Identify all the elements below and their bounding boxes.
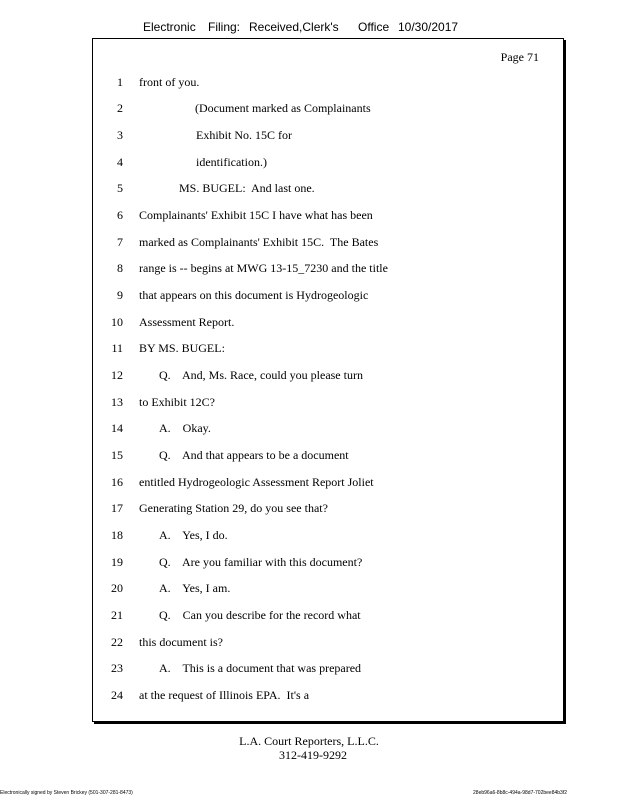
line-text: Q. And that appears to be a document [159, 448, 349, 462]
transcript-line [93, 288, 563, 308]
line-number: 7 [117, 235, 123, 249]
line-text: (Document marked as Complainants [195, 101, 371, 115]
electronic-signature: Electronically signed by Steven Brickey (501-307-281-8473) [0, 790, 133, 796]
header-word-electronic: Electronic [143, 20, 196, 34]
line-text: A. Okay. [159, 421, 211, 435]
line-number: 17 [111, 501, 123, 515]
line-text: A. This is a document that was prepared [159, 661, 362, 675]
court-reporter-phone: 312-419-9292 [279, 748, 347, 762]
line-number: 23 [111, 661, 123, 675]
line-number: 4 [117, 155, 123, 169]
transcript-line [93, 75, 563, 95]
line-text: Q. Are you familiar with this document? [159, 555, 363, 569]
transcript-page [92, 38, 564, 722]
transcript-line [93, 341, 563, 361]
transcript-line [93, 155, 563, 175]
header-word-office: Office [358, 20, 390, 34]
line-number: 19 [111, 555, 123, 569]
line-number: 13 [111, 395, 123, 409]
transcript-line [93, 475, 563, 495]
transcript-line [93, 315, 563, 335]
transcript-line [93, 581, 563, 601]
line-text: Complainants' Exhibit 15C I have what has been [139, 208, 373, 222]
transcript-line [93, 421, 563, 441]
line-number: 15 [111, 448, 123, 462]
line-number: 14 [111, 421, 123, 435]
transcript-line [93, 688, 563, 708]
line-text: to Exhibit 12C? [139, 395, 215, 409]
line-number: 24 [111, 688, 123, 702]
line-number: 16 [111, 475, 123, 489]
transcript-line [93, 101, 563, 121]
header-word-filing: Filing: [208, 20, 241, 34]
line-number: 22 [111, 635, 123, 649]
transcript-line [93, 181, 563, 201]
line-text: Q. And, Ms. Race, could you please turn [159, 368, 363, 382]
transcript-line [93, 608, 563, 628]
line-text: A. Yes, I am. [159, 581, 231, 595]
transcript-line [93, 635, 563, 655]
line-text: MS. BUGEL: And last one. [179, 181, 315, 195]
document-id: 28eb96a6-8b8c-494a-98d7-702bee84b3f2 [473, 790, 567, 796]
line-text: entitled Hydrogeologic Assessment Report Joliet [139, 475, 374, 489]
line-number: 3 [117, 128, 123, 142]
line-text: Generating Station 29, do you see that? [139, 501, 328, 515]
transcript-line [93, 235, 563, 255]
filing-header [0, 20, 618, 38]
line-text: marked as Complainants' Exhibit 15C. The Bates [139, 235, 379, 249]
line-text: range is -- begins at MWG 13-15_7230 and the title [139, 261, 388, 275]
line-text: front of you. [139, 75, 200, 89]
line-number: 21 [111, 608, 123, 622]
line-number: 9 [117, 288, 123, 302]
transcript-line [93, 501, 563, 521]
line-number: 10 [111, 315, 123, 329]
transcript-line [93, 555, 563, 575]
line-number: 5 [117, 181, 123, 195]
line-text: at the request of Illinois EPA. It's a [139, 688, 310, 702]
line-number: 12 [111, 368, 123, 382]
line-number: 1 [117, 75, 123, 89]
transcript-line [93, 528, 563, 548]
line-number: 18 [111, 528, 123, 542]
page-number: Page 71 [500, 50, 539, 64]
line-number: 20 [111, 581, 123, 595]
line-number: 11 [111, 341, 123, 355]
transcript-line [93, 208, 563, 228]
transcript-line [93, 448, 563, 468]
line-text: BY MS. BUGEL: [139, 341, 225, 355]
transcript-line [93, 368, 563, 388]
line-text: identification.) [196, 155, 267, 169]
line-text: A. Yes, I do. [159, 528, 228, 542]
line-text: that appears on this document is Hydrogeologic [139, 288, 369, 302]
transcript-line [93, 128, 563, 148]
header-word-date: 10/30/2017 [398, 20, 459, 34]
line-number: 2 [117, 101, 123, 115]
line-text: Exhibit No. 15C for [196, 128, 292, 142]
transcript-line [93, 395, 563, 415]
transcript-line [93, 661, 563, 681]
line-number: 8 [117, 261, 123, 275]
line-text: Q. Can you describe for the record what [159, 608, 361, 622]
header-word-received-clerks: Received,Clerk's [249, 20, 339, 34]
line-number: 6 [117, 208, 123, 222]
transcript-line [93, 261, 563, 281]
line-text: this document is? [139, 635, 223, 649]
court-reporter-firm: L.A. Court Reporters, L.L.C. [239, 734, 379, 748]
line-text: Assessment Report. [139, 315, 235, 329]
